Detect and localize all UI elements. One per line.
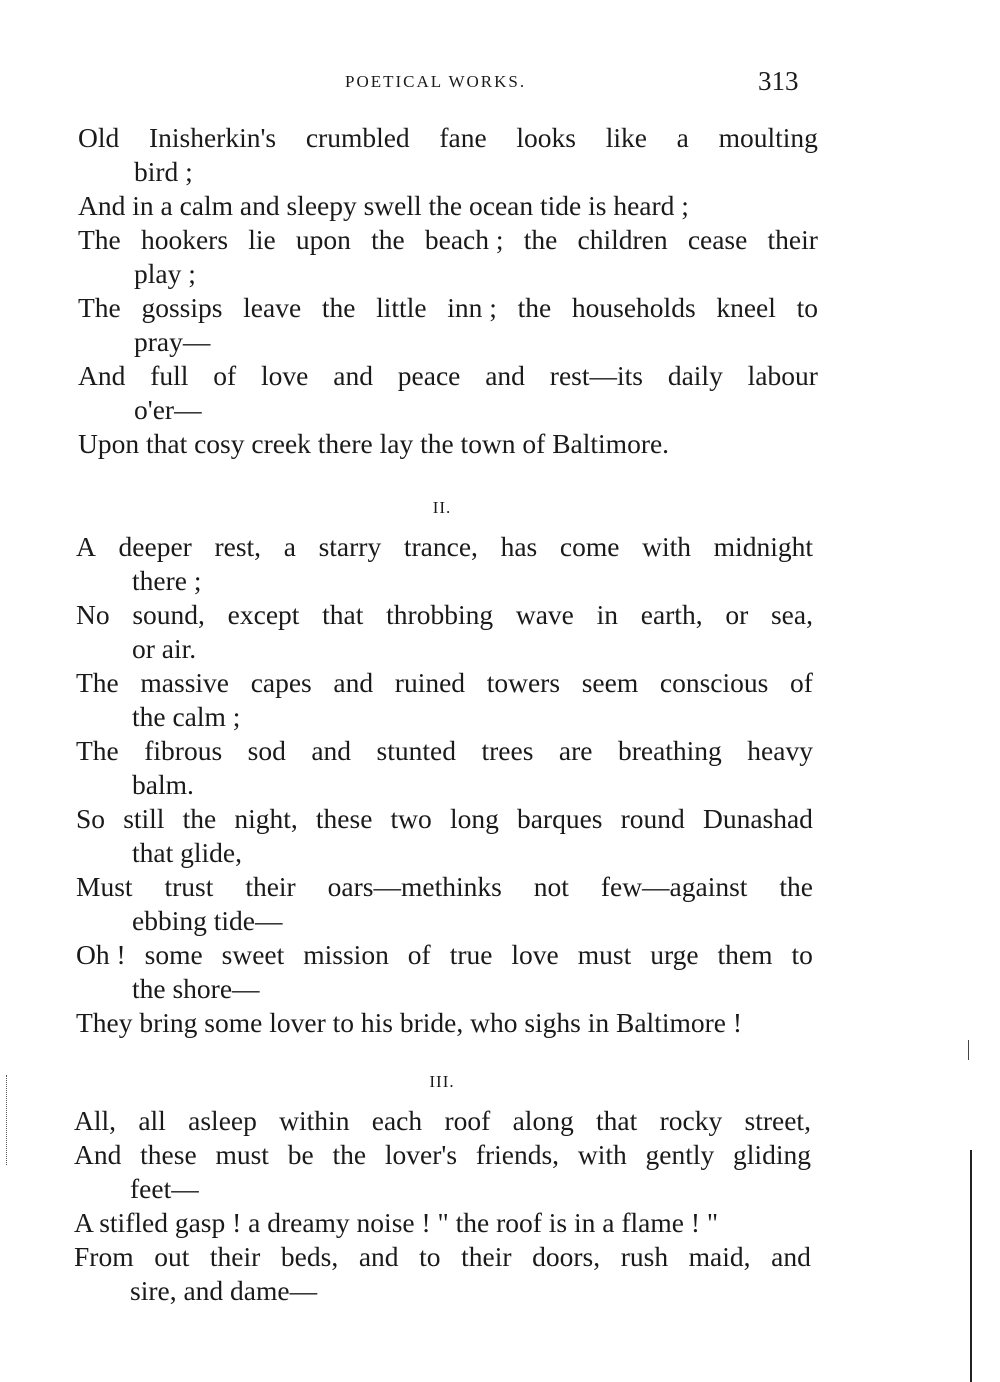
poem-line-words [76, 530, 813, 564]
poem-line [0, 870, 1000, 904]
poem-line-words [78, 223, 818, 257]
word: deeper [118, 531, 192, 562]
word: except [227, 599, 300, 630]
word: the [371, 224, 405, 255]
word: daily [667, 360, 723, 391]
word: of [213, 360, 237, 391]
word: friends, [475, 1139, 560, 1170]
word: these [315, 803, 373, 834]
word: The [78, 224, 121, 255]
poem-line-continuation: the calm ; [132, 701, 241, 732]
word: throbbing [386, 599, 494, 630]
stanza-2 [0, 530, 1000, 1040]
poem-line [0, 1138, 1000, 1172]
poem-line-words [76, 870, 813, 904]
word: gently [645, 1139, 715, 1170]
stanza-1 [0, 121, 1000, 461]
word: maid, [688, 1241, 751, 1272]
poem-line [0, 938, 1000, 972]
margin-mark-left [6, 1075, 8, 1165]
word: stunted [376, 735, 456, 766]
word: The [76, 735, 119, 766]
word: seem [581, 667, 639, 698]
poem-line-continuation: play ; [134, 258, 196, 289]
word: a [283, 531, 296, 562]
word: trance, [403, 531, 478, 562]
word: within [279, 1105, 350, 1136]
word: leave [243, 292, 302, 323]
word: sea, [770, 599, 813, 630]
poem-line: They bring some lover to his bride, who sighs in Baltimore ! [76, 1007, 743, 1038]
word: and [311, 735, 352, 766]
page-number: 313 [758, 66, 799, 96]
word: the [517, 292, 552, 323]
word: midnight [713, 531, 813, 562]
word: ruined [394, 667, 466, 698]
poem-line-words [74, 1240, 811, 1274]
word: And [78, 360, 126, 391]
word: sound, [132, 599, 205, 630]
word: a [676, 122, 689, 153]
stanza-numeral-3: III. [429, 1072, 455, 1091]
word: like [605, 122, 647, 153]
poem-line-continuation: balm. [132, 769, 194, 800]
word: moulting [718, 122, 818, 153]
poem-line [0, 666, 1000, 700]
poem-line: A stifled gasp ! a dreamy noise ! " the roof is in a flame ! " [74, 1207, 719, 1238]
poem-line [0, 734, 1000, 768]
word: heavy [747, 735, 813, 766]
word: roof [444, 1105, 491, 1136]
word: sweet [221, 939, 285, 970]
word: wave [515, 599, 574, 630]
poem-line-words [78, 291, 818, 325]
word: all [138, 1105, 166, 1136]
word: rest, [214, 531, 262, 562]
poem-line-continuation: that glide, [132, 837, 242, 868]
running-title: POETICAL WORKS. [345, 72, 527, 91]
word: be [287, 1139, 314, 1170]
word: the [321, 292, 356, 323]
word: lie [248, 224, 276, 255]
word: their [245, 871, 296, 902]
word: From [74, 1241, 134, 1272]
word: out [154, 1241, 190, 1272]
word: kneel [716, 292, 776, 323]
word: to [791, 939, 813, 970]
word: to [796, 292, 818, 323]
poem-line [0, 291, 1000, 325]
poem-line-words [76, 938, 813, 972]
word: and [333, 667, 374, 698]
poem-line [0, 359, 1000, 393]
word: of [407, 939, 431, 970]
word: long [449, 803, 499, 834]
word: children [577, 224, 668, 255]
word: or [725, 599, 749, 630]
word: rocky [659, 1105, 723, 1136]
word: must [577, 939, 632, 970]
poem-line-words [78, 359, 818, 393]
word: beds, [280, 1241, 339, 1272]
word: night, [234, 803, 298, 834]
word: true [449, 939, 493, 970]
poem-line [0, 1240, 1000, 1274]
word: them [717, 939, 773, 970]
word: has [500, 531, 538, 562]
word: earth, [640, 599, 703, 630]
word: Inisherkin's [148, 122, 277, 153]
word: breathing [617, 735, 722, 766]
word: their [209, 1241, 261, 1272]
word: these [140, 1139, 197, 1170]
poem-line [0, 598, 1000, 632]
word: The [78, 292, 121, 323]
poem-line-continuation: feet— [130, 1173, 199, 1204]
poem-line-words [76, 734, 813, 768]
word: are [558, 735, 593, 766]
word: love [261, 360, 309, 391]
word: Dunashad [702, 803, 813, 834]
poem-line: And in a calm and sleepy swell the ocean tide is heard ; [78, 190, 689, 221]
margin-mark-right-small [968, 1040, 969, 1060]
word: in [596, 599, 618, 630]
word: So [76, 803, 106, 834]
word: Oh ! [76, 939, 126, 970]
word: mission [303, 939, 389, 970]
poem-line-continuation: or air. [132, 633, 197, 664]
word: And [74, 1139, 122, 1170]
word: the [182, 803, 217, 834]
poem-line-continuation: o'er— [134, 394, 202, 425]
word: with [642, 531, 692, 562]
stanza-numeral-2: II. [432, 498, 452, 517]
word: gliding [733, 1139, 811, 1170]
poem-line-continuation: the shore— [132, 973, 260, 1004]
margin-mark-right [970, 1150, 972, 1382]
word: trust [164, 871, 214, 902]
word: the [523, 224, 558, 255]
word: still [123, 803, 165, 834]
word: few—against [600, 871, 748, 902]
word: No [76, 599, 110, 630]
word: cease [687, 224, 748, 255]
word: labour [747, 360, 818, 391]
word: fibrous [144, 735, 223, 766]
word: and [358, 1241, 399, 1272]
word: inn ; [447, 292, 497, 323]
word: lover's [384, 1139, 458, 1170]
word: trees [481, 735, 534, 766]
word: street, [744, 1105, 811, 1136]
word: the [779, 871, 813, 902]
word: fane [439, 122, 487, 153]
word: must [215, 1139, 269, 1170]
word: oars—methinks [327, 871, 502, 902]
word: love [511, 939, 559, 970]
word: gossips [141, 292, 223, 323]
stanza-3 [0, 1104, 1000, 1308]
word: along [512, 1105, 574, 1136]
word: Old [78, 122, 120, 153]
word: round [620, 803, 685, 834]
word: capes [250, 667, 312, 698]
word: upon [295, 224, 351, 255]
poem-line-continuation: pray— [134, 326, 211, 357]
word: peace [397, 360, 461, 391]
word: Must [76, 871, 133, 902]
word: and [485, 360, 525, 391]
poem-line [0, 223, 1000, 257]
poem-line: Upon that cosy creek there lay the town of Baltimore. [78, 428, 670, 459]
poem-line-continuation: ebbing tide— [132, 905, 283, 936]
word: asleep [188, 1105, 257, 1136]
poem-line-words [78, 121, 818, 155]
word: All, [74, 1105, 117, 1136]
word: their [461, 1241, 512, 1272]
poem-line-continuation: there ; [132, 565, 202, 596]
word: conscious [659, 667, 769, 698]
word: to [419, 1241, 441, 1272]
poem-line-words [74, 1138, 811, 1172]
word: starry [318, 531, 382, 562]
poem-line [0, 1104, 1000, 1138]
running-header [0, 66, 1000, 110]
word: that [596, 1105, 638, 1136]
word: barques [516, 803, 603, 834]
word: of [790, 667, 813, 698]
poem-line-words [76, 666, 813, 700]
poem-line [0, 802, 1000, 836]
poem-line-continuation: bird ; [134, 156, 193, 187]
poem-line-words [76, 802, 813, 836]
word: some [144, 939, 203, 970]
poem-line-words [74, 1104, 811, 1138]
poem-line-continuation: sire, and dame— [130, 1275, 318, 1306]
word: that [322, 599, 364, 630]
word: hookers [140, 224, 229, 255]
word: little [376, 292, 427, 323]
word: and [771, 1241, 811, 1272]
word: massive [140, 667, 230, 698]
word: households [571, 292, 696, 323]
word: the [332, 1139, 367, 1170]
word: A [76, 531, 96, 562]
word: come [559, 531, 620, 562]
word: rest—its [549, 360, 643, 391]
word: rush [620, 1241, 669, 1272]
word: beach ; [424, 224, 504, 255]
word: and [333, 360, 373, 391]
poem-line [0, 121, 1000, 155]
poem-line [0, 530, 1000, 564]
word: urge [650, 939, 699, 970]
word: two [390, 803, 432, 834]
word: sod [247, 735, 286, 766]
word: not [533, 871, 569, 902]
word: The [76, 667, 119, 698]
word: each [371, 1105, 423, 1136]
word: looks [516, 122, 577, 153]
word: their [767, 224, 818, 255]
word: crumbled [305, 122, 410, 153]
word: doors, [532, 1241, 601, 1272]
poem-line-words [76, 598, 813, 632]
word: full [150, 360, 189, 391]
word: with [577, 1139, 627, 1170]
word: towers [486, 667, 561, 698]
